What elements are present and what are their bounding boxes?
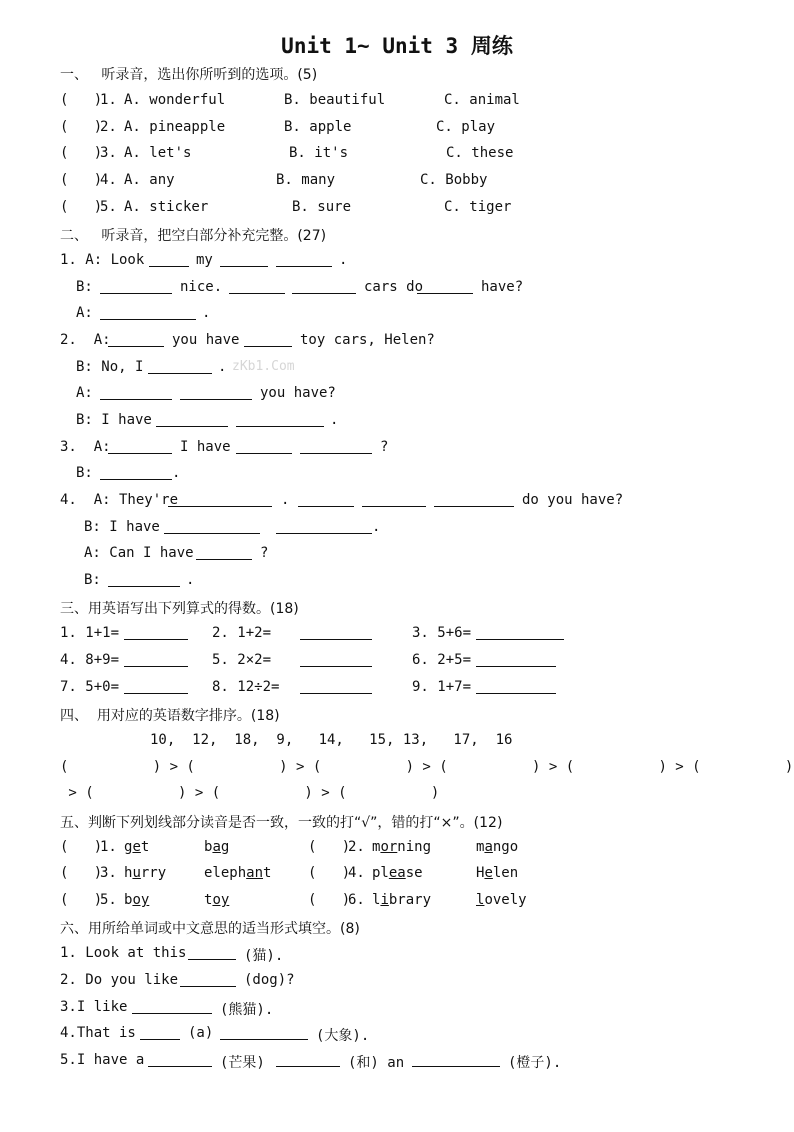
- s2-line-4: 2. A: you have toy cars, Helen?: [60, 332, 435, 348]
- s6-line-2: 2. Do you like (dog)?: [60, 972, 295, 988]
- s3-row-3: 7. 5+0= 8. 12÷2= 9. 1+7=: [0, 679, 794, 699]
- s2-line-13: B: .: [84, 572, 195, 588]
- s2-line-8: 3. A: I have ?: [60, 439, 389, 455]
- s2-line-2: B: nice. cars do have?: [76, 279, 524, 295]
- s1-item-5: ( ) 5. A. sticker B. sure C. tiger: [60, 199, 512, 215]
- s6-line-5: 5.I have a (芒果) (和) an (橙子).: [60, 1052, 562, 1071]
- s2-line-11: B: I have .: [84, 519, 381, 535]
- s1-item-1: ( ) 1. A. wonderful B. beautiful C. animal: [60, 92, 520, 108]
- s5-row-3: ( ) 5. boy toy ( ) 6. library lovely: [60, 892, 527, 908]
- s1-item-2: ( ) 2. A. pineapple B. apple C. play: [60, 119, 496, 135]
- s4-order-line-1: ( ) > ( ) > ( ) > ( ) > ( ) > ( ): [60, 759, 794, 775]
- s5-row-1: ( ) 1. get bag ( ) 2. morning mango: [60, 839, 519, 855]
- s2-line-7: B: I have .: [76, 412, 339, 428]
- s5-row-2: ( ) 3. hurry elephant ( ) 4. please Helen: [60, 865, 519, 881]
- s2-line-9: B: .: [76, 465, 181, 481]
- s1-item-3: ( ) 3. A. let's B. it's C. these: [60, 145, 514, 161]
- s2-line-3: A: .: [76, 305, 211, 321]
- section-2-heading: 二、 听录音，把空白部分补充完整。(27): [60, 228, 327, 244]
- page-title: Unit 1~ Unit 3 周练: [281, 34, 513, 58]
- s2-line-12: A: Can I have ?: [84, 545, 269, 561]
- s3-row-1: 1. 1+1= 2. 1+2= 3. 5+6=: [0, 625, 794, 645]
- s4-numbers: 10, 12, 18, 9, 14, 15, 13, 17, 16: [150, 732, 513, 748]
- section-1-heading: 一、 听录音，选出你所听到的选项。(5): [60, 67, 318, 83]
- s4-order-line-2: > ( ) > ( ) > ( ): [60, 785, 440, 801]
- section-6-heading: 六、用所给单词或中文意思的适当形式填空。(8): [60, 921, 360, 937]
- section-4-heading: 四、 用对应的英语数字排序。(18): [60, 708, 280, 724]
- s6-line-4: 4.That is (a) (大象).: [60, 1025, 370, 1044]
- s6-line-3: 3.I like (熊猫).: [60, 999, 274, 1018]
- s6-line-1: 1. Look at this (猫).: [60, 945, 284, 964]
- s3-row-2: 4. 8+9= 5. 2×2= 6. 2+5=: [0, 652, 794, 672]
- section-5-heading: 五、判断下列划线部分读音是否一致，一致的打“√”，错的打“×”。(12): [60, 815, 503, 831]
- watermark: zKb1.Com: [232, 359, 295, 374]
- s1-item-4: ( ) 4. A. any B. many C. Bobby: [60, 172, 488, 188]
- s2-line-10: 4. A: They're . do you have?: [60, 492, 624, 508]
- s2-line-5: B: No, I . zKb1.Com: [76, 359, 295, 375]
- section-3-heading: 三、用英语写出下列算式的得数。(18): [60, 601, 299, 617]
- s2-line-1: 1. A: Look my .: [60, 252, 348, 268]
- s2-line-6: A: you have?: [76, 385, 336, 401]
